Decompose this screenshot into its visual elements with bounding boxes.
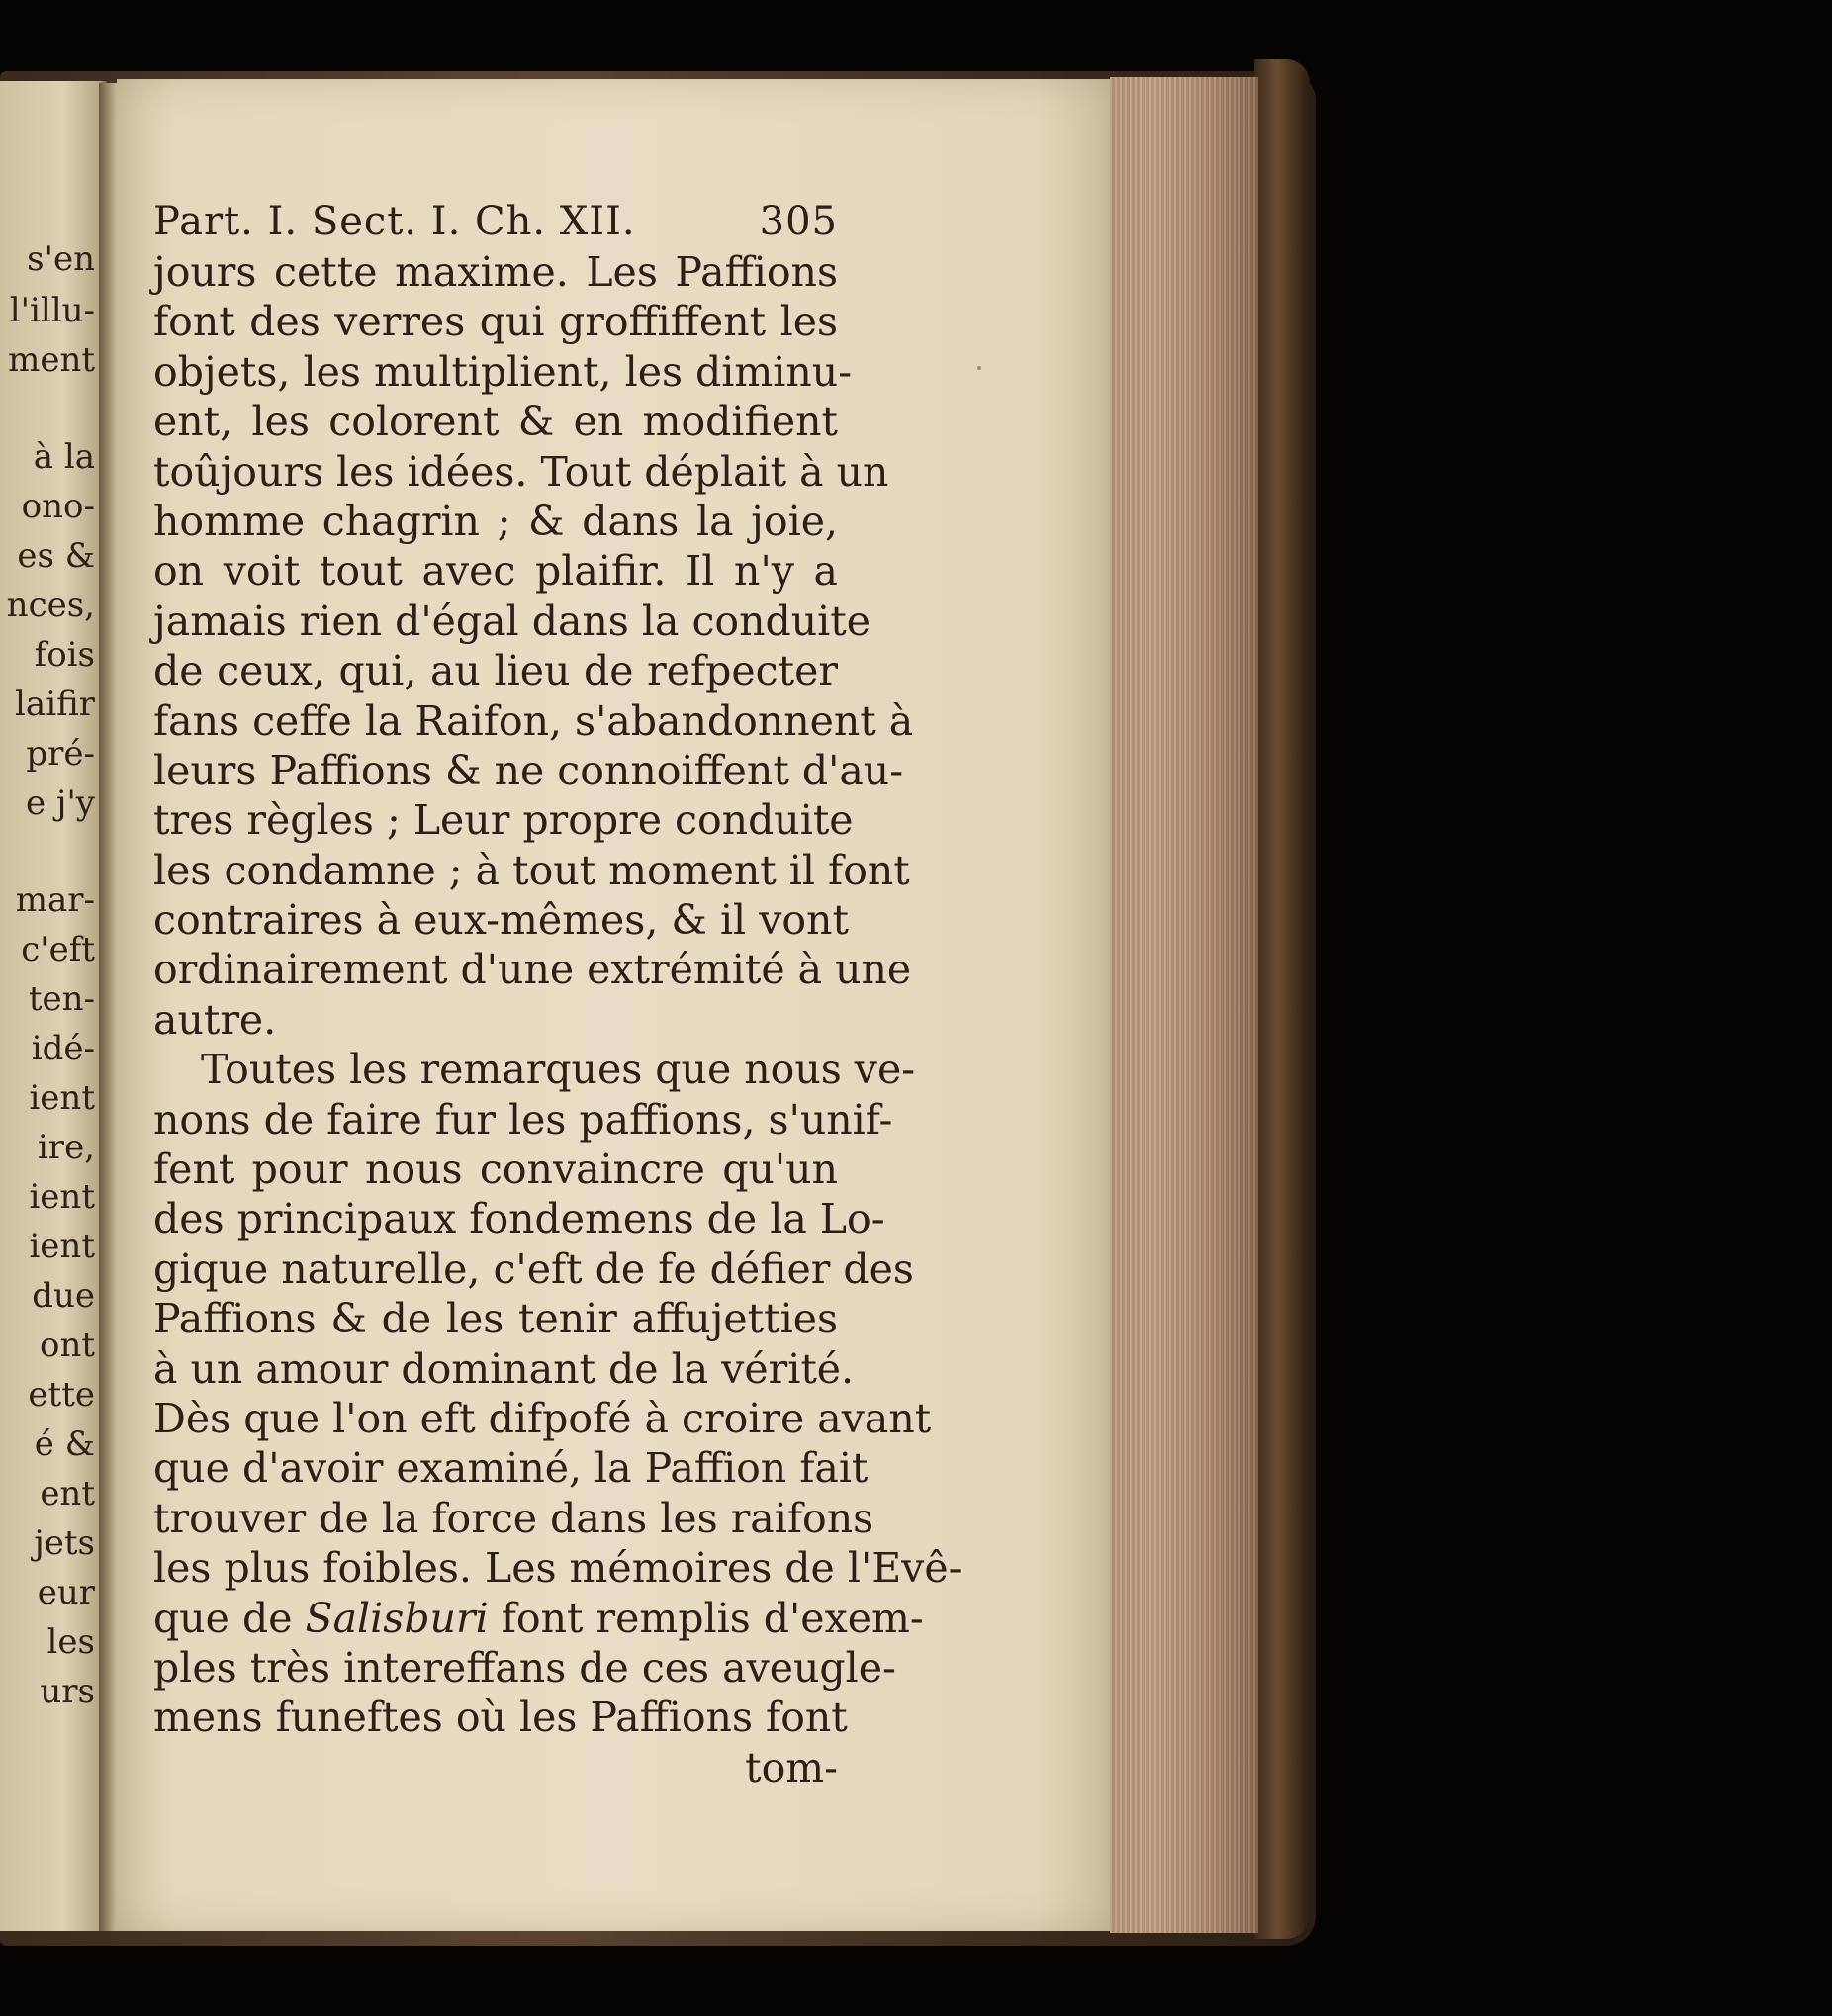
- left-fragment: ent: [40, 1474, 95, 1513]
- left-fragment: les: [46, 1622, 95, 1662]
- text-line: Dès que l'on eft difpofé à croire avant: [153, 1394, 932, 1442]
- text-line: ent, les colorent & en modifient: [153, 398, 838, 446]
- text-line: Paffions & de les tenir affujetties: [153, 1295, 838, 1343]
- text-line: jamais rien d'égal dans la conduite: [153, 596, 871, 645]
- left-fragment: s'en: [27, 239, 95, 279]
- left-fragment: ten-: [28, 979, 95, 1019]
- book-cover-edge: [1254, 59, 1310, 1939]
- text-line: objets, les multiplient, les diminu-: [153, 347, 853, 396]
- text-line: à un amour dominant de la vérité.: [153, 1344, 855, 1393]
- left-fragment: jets: [34, 1523, 95, 1563]
- text-line: on voit tout avec plaifir. Il n'y a: [153, 547, 838, 596]
- text-line: mens funeftes où les Paffions font: [153, 1694, 848, 1742]
- page-text: [153, 196, 962, 1792]
- text-line: toûjours les idées. Tout déplait à un: [153, 447, 889, 496]
- text-line: ples très intereffans de ces aveugle-: [153, 1643, 896, 1692]
- left-fragment: due: [32, 1276, 95, 1316]
- left-fragment: pré-: [26, 734, 95, 774]
- left-fragment: l'illu-: [9, 291, 95, 330]
- paragraph-start-line: Toutes les remarques que nous ve-: [201, 1046, 916, 1094]
- left-fragment: laifir: [15, 685, 95, 724]
- text-line: que d'avoir examiné, la Paffion fait: [153, 1444, 869, 1493]
- text-line: fans ceffe la Raifon, s'abandonnent à: [153, 696, 914, 745]
- running-header: [153, 196, 838, 247]
- catchword: tom-: [745, 1743, 838, 1791]
- text-line: fent pour nous convaincre qu'un: [153, 1145, 838, 1194]
- text-line: les condamne ; à tout moment il font: [153, 846, 910, 894]
- text-segment: font remplis d'exem-: [501, 1594, 924, 1642]
- left-fragment: e j'y: [25, 783, 95, 823]
- text-line: leurs Paffions & ne connoiffent d'au-: [153, 746, 904, 794]
- left-fragment: c'eft: [21, 930, 95, 969]
- text-line: contraires à eux-mêmes, & il vont: [153, 896, 849, 945]
- left-fragment: ont: [39, 1326, 95, 1365]
- italic-name: Salisburi: [305, 1594, 489, 1642]
- left-fragment: ient: [29, 1078, 95, 1118]
- text-line: des principaux fondemens de la Lo-: [153, 1195, 885, 1243]
- left-fragment: ono-: [21, 487, 95, 526]
- text-line: jours cette maxime. Les Paffions: [153, 248, 838, 296]
- left-fragment: fois: [34, 635, 95, 675]
- left-fragment: mar-: [15, 880, 95, 920]
- left-fragment: ient: [29, 1177, 95, 1217]
- left-fragment: nces,: [6, 586, 95, 625]
- left-fragment: à la: [33, 437, 95, 477]
- left-fragment: es &: [17, 536, 95, 576]
- text-line: nons de faire fur les paffions, s'unif-: [153, 1095, 893, 1144]
- text-line: tres règles ; Leur propre conduite: [153, 796, 854, 845]
- left-fragment: eur: [37, 1573, 95, 1612]
- text-line: les plus foibles. Les mémoires de l'Evê-: [153, 1544, 962, 1593]
- text-line: autre.: [153, 995, 277, 1044]
- paper-speck: [977, 366, 981, 370]
- left-fragment: ment: [8, 340, 95, 380]
- left-fragment: idé-: [31, 1029, 95, 1068]
- text-line: de ceux, qui, au lieu de refpecter: [153, 647, 838, 695]
- left-fragment: urs: [40, 1672, 95, 1711]
- text-line: ordinairement d'une extrémité à une: [153, 946, 912, 994]
- text-line: [153, 1594, 924, 1643]
- running-title: Part. I. Sect. I. Ch. XII.: [153, 199, 636, 244]
- text-segment: que de: [153, 1594, 293, 1642]
- left-page: [0, 81, 107, 1931]
- text-line: trouver de la force dans les raifons: [153, 1494, 874, 1542]
- left-fragment: ette: [28, 1375, 95, 1415]
- text-line: font des verres qui groffiffent les: [153, 298, 838, 346]
- left-fragment: é &: [34, 1424, 95, 1464]
- page-fore-edge: [1110, 77, 1258, 1933]
- text-line: homme chagrin ; & dans la joie,: [153, 497, 838, 545]
- text-line: gique naturelle, c'eft de fe défier des: [153, 1244, 914, 1293]
- left-fragment: ient: [29, 1227, 95, 1266]
- left-fragment: ire,: [37, 1128, 95, 1167]
- page-number: 305: [759, 199, 838, 244]
